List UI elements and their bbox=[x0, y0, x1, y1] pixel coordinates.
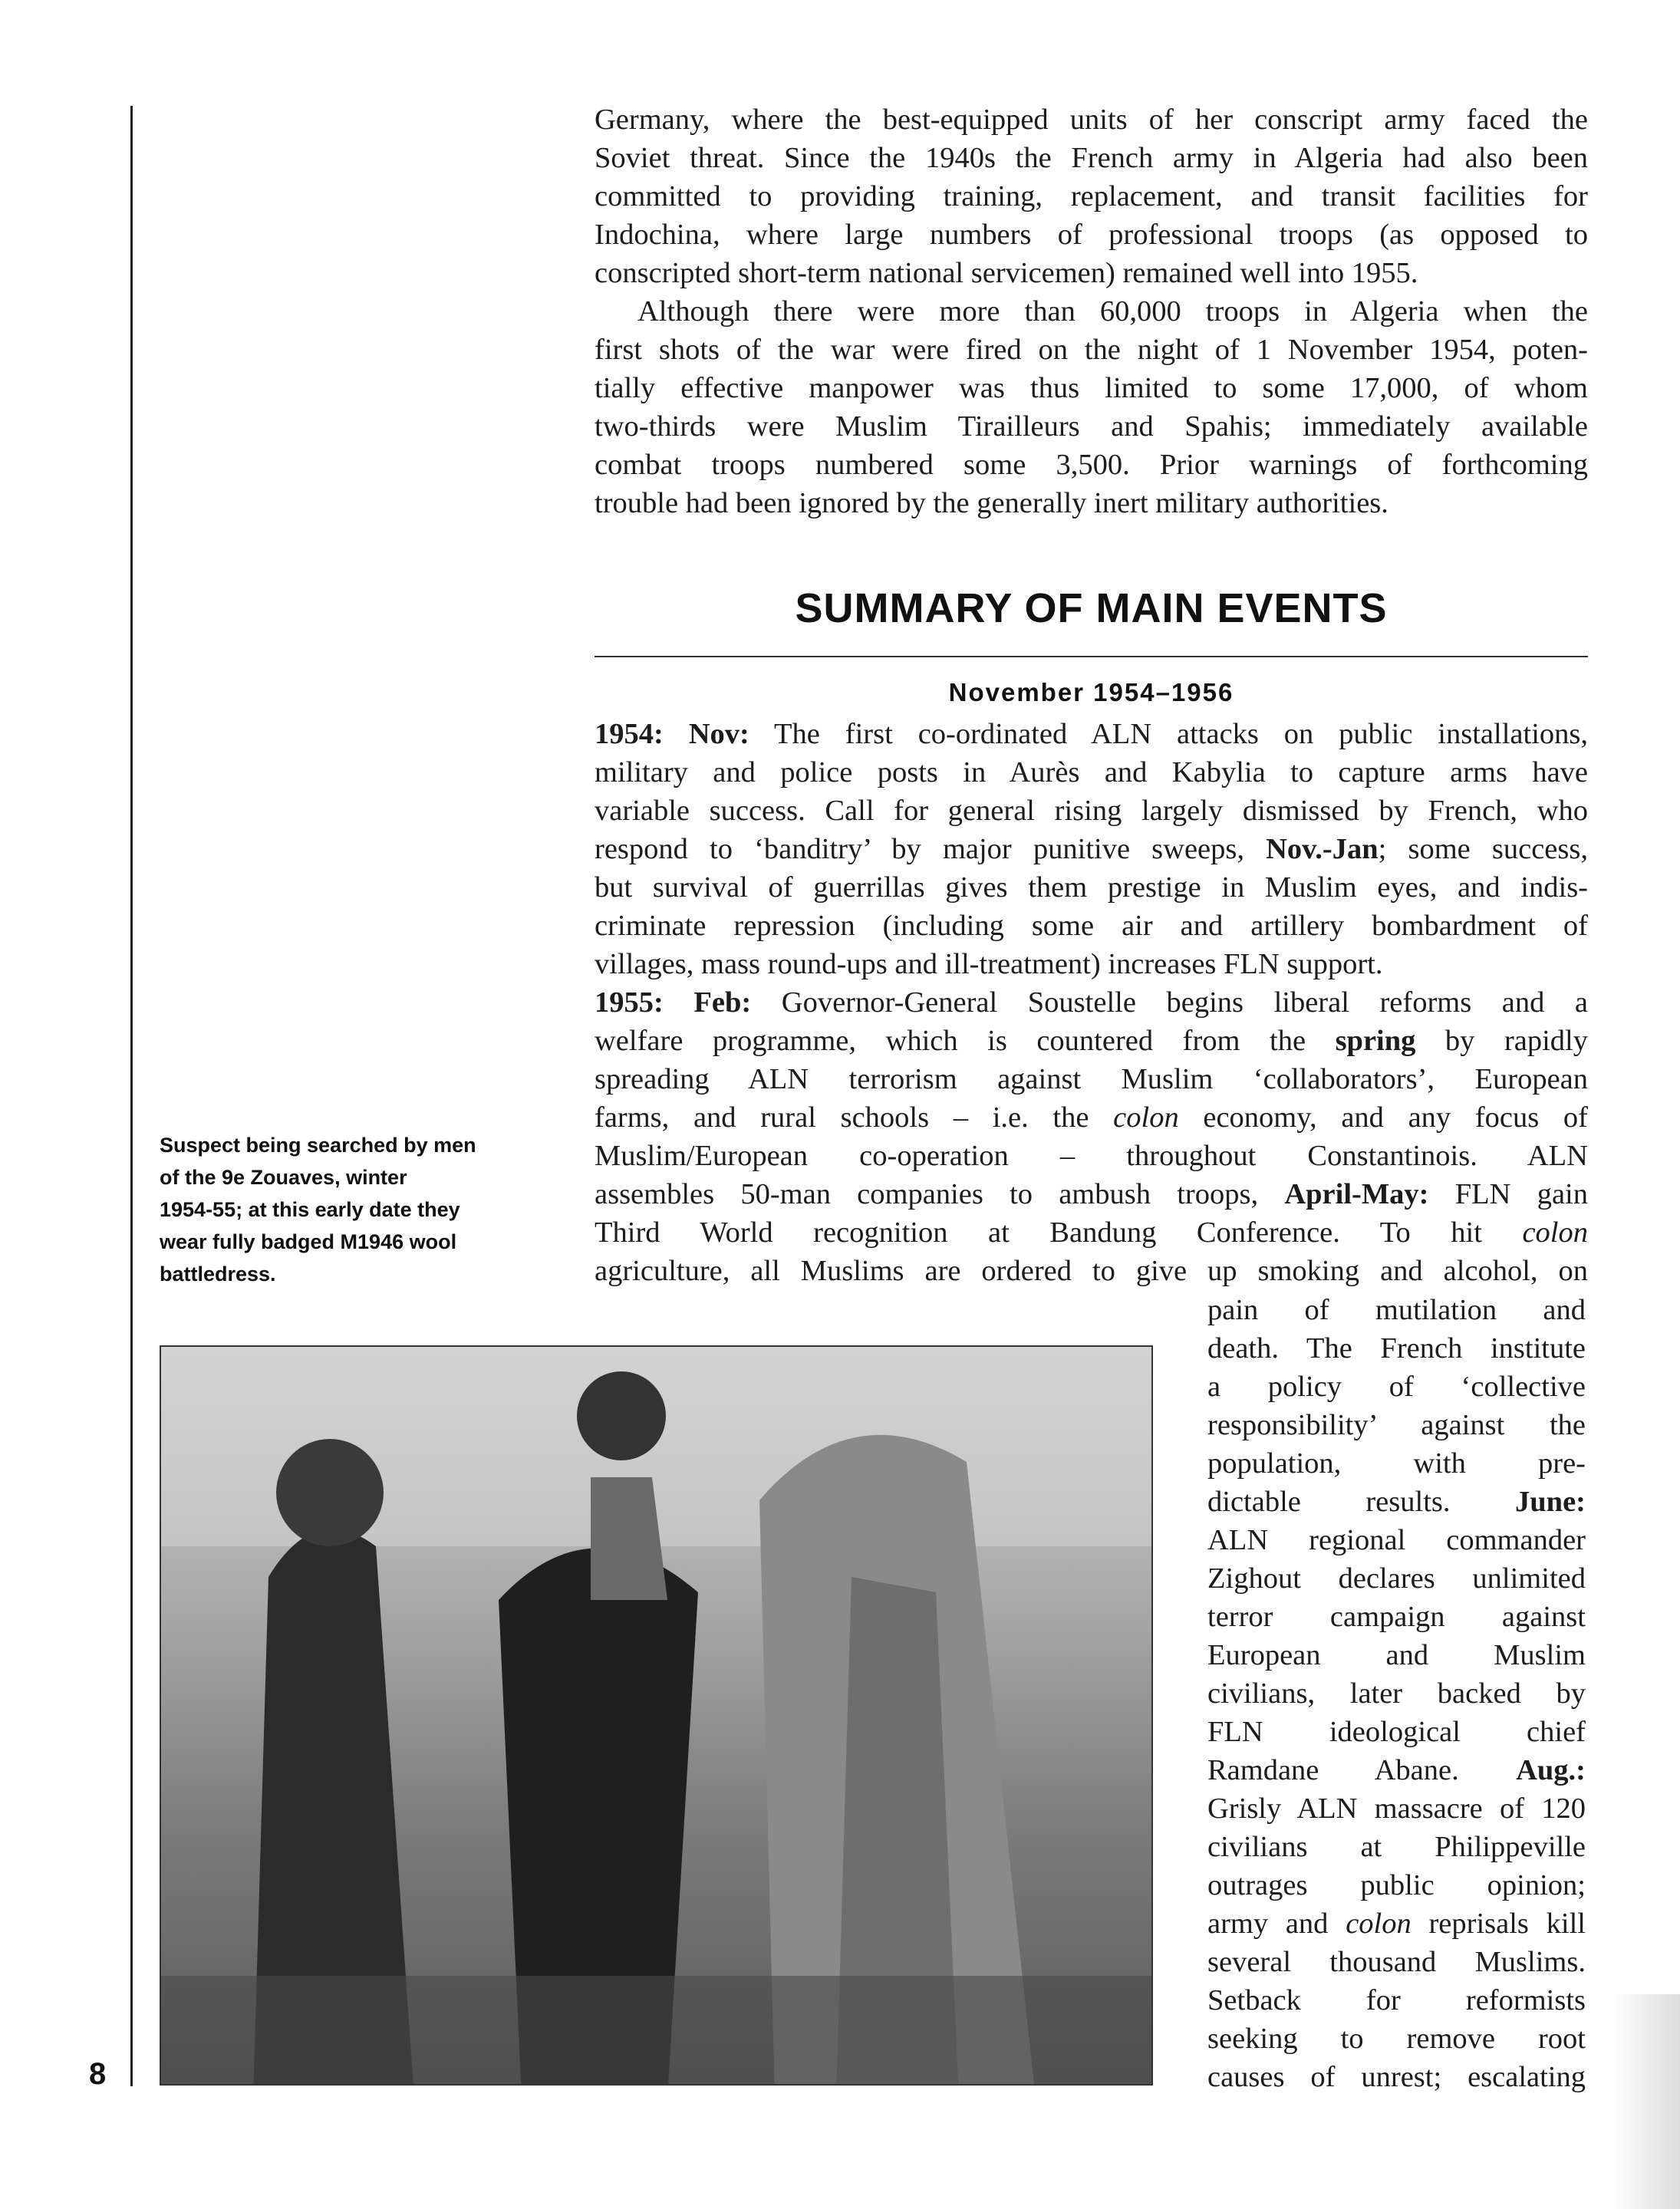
text-run: civilians, later backed by bbox=[1207, 1677, 1586, 1710]
text-line bbox=[595, 753, 1588, 792]
text-run: dictable results. bbox=[1207, 1486, 1516, 1518]
text-line bbox=[1207, 1904, 1586, 1943]
text-run: two-thirds were Muslim Tirailleurs and Spahis; immediately available bbox=[595, 410, 1588, 443]
text-line bbox=[595, 446, 1588, 484]
photo-image bbox=[161, 1347, 1153, 2086]
text-run: Ramdane Abane. bbox=[1207, 1754, 1517, 1786]
text-line bbox=[595, 216, 1588, 254]
text-run: Indochina, where large numbers of professional troops (as opposed to bbox=[595, 219, 1588, 251]
text-run: committed to providing training, replacement, and transit facilities for bbox=[595, 180, 1588, 212]
text-line bbox=[595, 1252, 1588, 1290]
text-run: civilians at Philippeville bbox=[1207, 1831, 1586, 1863]
bold-date: 1954: Nov: bbox=[595, 718, 749, 750]
text-run: ALN regional commander bbox=[1207, 1524, 1586, 1556]
text-line bbox=[595, 484, 1588, 522]
text-run: first shots of the war were fired on the night of 1 November 1954, poten- bbox=[595, 334, 1588, 366]
page-edge-shadow bbox=[1611, 1994, 1680, 2209]
text-line bbox=[1207, 1368, 1586, 1406]
text-line bbox=[1207, 1483, 1586, 1521]
bold-date: 1955: Feb: bbox=[595, 986, 752, 1019]
text-line bbox=[595, 1098, 1588, 1137]
text-line bbox=[1207, 1636, 1586, 1674]
text-run: army and bbox=[1207, 1908, 1346, 1940]
text-line bbox=[1207, 1751, 1586, 1789]
text-run: outrages public opinion; bbox=[1207, 1869, 1586, 1901]
text-run: responsibility’ against the bbox=[1207, 1409, 1586, 1441]
text-line bbox=[595, 830, 1588, 868]
text-run: Zighout declares unlimited bbox=[1207, 1562, 1586, 1595]
text-line bbox=[1207, 2058, 1586, 2096]
text-line bbox=[1207, 1789, 1586, 1828]
text-run: farms, and rural schools – i.e. the bbox=[595, 1101, 1114, 1134]
text-line bbox=[595, 1213, 1588, 1252]
text-run: economy, and any focus of bbox=[1178, 1101, 1589, 1134]
text-run: seeking to remove root bbox=[1207, 2023, 1586, 2055]
italic-term: colon bbox=[1346, 1908, 1412, 1940]
text-run: pain of mutilation and bbox=[1207, 1294, 1586, 1326]
text-line bbox=[595, 369, 1588, 407]
text-run: ; some success, bbox=[1378, 833, 1588, 865]
text-run: European and Muslim bbox=[1207, 1639, 1586, 1671]
text-run: Muslim/European co-operation – throughout Constantinois. ALN bbox=[595, 1140, 1588, 1172]
text-line bbox=[595, 945, 1588, 983]
text-line bbox=[1207, 1444, 1586, 1483]
text-run: causes of unrest; escalating bbox=[1207, 2061, 1586, 2093]
bold-date: April-May: bbox=[1284, 1178, 1429, 1210]
photo-suspect-searched bbox=[160, 1345, 1153, 2086]
text-line bbox=[595, 1022, 1588, 1060]
text-line bbox=[1207, 1329, 1586, 1368]
text-line bbox=[1207, 1713, 1586, 1751]
text-run: villages, mass round-ups and ill-treatment) increases FLN support. bbox=[595, 948, 1383, 980]
text-run: a policy of ‘collective bbox=[1207, 1371, 1586, 1403]
text-line bbox=[1207, 1598, 1586, 1636]
text-run: criminate repression (including some air and artillery bombardment of bbox=[595, 910, 1588, 942]
text-line bbox=[595, 1060, 1588, 1098]
text-line bbox=[595, 100, 1588, 139]
text-run: by rapidly bbox=[1415, 1025, 1588, 1057]
text-run: Although there were more than 60,000 troops in Algeria when the bbox=[637, 295, 1588, 328]
text-run: respond to ‘banditry’ by major punitive sweeps, bbox=[595, 833, 1267, 865]
intro-text bbox=[595, 100, 1588, 522]
text-run: agriculture, all Muslims are ordered to give up smoking and alcohol, on bbox=[595, 1255, 1588, 1287]
text-line bbox=[595, 1137, 1588, 1175]
bold-date: Aug.: bbox=[1516, 1754, 1586, 1786]
text-run: population, with pre- bbox=[1207, 1447, 1586, 1480]
events-text-narrow bbox=[1207, 1291, 1586, 2096]
text-run: Third World recognition at Bandung Conference. To hit bbox=[595, 1216, 1523, 1249]
text-line bbox=[1207, 1866, 1586, 1904]
text-line bbox=[1207, 1406, 1586, 1444]
text-line bbox=[595, 1175, 1588, 1213]
text-line bbox=[595, 331, 1588, 369]
text-run: combat troops numbered some 3,500. Prior warnings of forthcoming bbox=[595, 449, 1588, 481]
text-line bbox=[1207, 1291, 1586, 1329]
caption-line: wear fully badged M1946 wool bbox=[160, 1230, 457, 1253]
subheading: November 1954–1956 bbox=[948, 678, 1234, 706]
italic-term: colon bbox=[1522, 1216, 1588, 1249]
text-line bbox=[1207, 1521, 1586, 1559]
text-run: several thousand Muslims. bbox=[1207, 1946, 1586, 1978]
page-number: 8 bbox=[89, 2057, 107, 2091]
text-run: FLN gain bbox=[1428, 1178, 1588, 1210]
text-run: trouble had been ignored by the generally inert military authorities. bbox=[595, 487, 1388, 519]
text-line bbox=[595, 715, 1588, 753]
text-line bbox=[595, 139, 1588, 177]
text-run: military and police posts in Aurès and Kabylia to capture arms have bbox=[595, 756, 1588, 788]
text-line bbox=[595, 177, 1588, 216]
text-line bbox=[595, 868, 1588, 907]
photo-caption bbox=[160, 1129, 528, 1290]
text-line bbox=[595, 292, 1588, 331]
text-run: variable success. Call for general rising largely dismissed by French, who bbox=[595, 795, 1588, 827]
heading-rule bbox=[595, 656, 1588, 657]
bold-date: June: bbox=[1515, 1486, 1586, 1518]
text-run: Setback for reformists bbox=[1207, 1984, 1586, 2016]
text-line bbox=[1207, 1674, 1586, 1713]
text-run: Germany, where the best-equipped units of her conscript army faced the bbox=[595, 104, 1588, 136]
bold-date: Nov.-Jan bbox=[1266, 833, 1379, 865]
text-line bbox=[595, 407, 1588, 446]
text-line bbox=[595, 254, 1588, 292]
caption-line: of the 9e Zouaves, winter bbox=[160, 1166, 407, 1189]
events-text-wide bbox=[595, 715, 1588, 1290]
text-line bbox=[1207, 1943, 1586, 1981]
text-line bbox=[595, 983, 1588, 1022]
text-run: assembles 50-man companies to ambush troops, bbox=[595, 1178, 1285, 1210]
text-line bbox=[1207, 1559, 1586, 1598]
text-run: but survival of guerrillas gives them prestige in Muslim eyes, and indis- bbox=[595, 871, 1588, 904]
caption-line: battledress. bbox=[160, 1263, 276, 1286]
text-run: conscripted short-term national servicemen) remained well into 1955. bbox=[595, 257, 1418, 289]
text-line bbox=[1207, 2020, 1586, 2058]
text-line bbox=[1207, 1828, 1586, 1866]
margin-rule bbox=[130, 106, 133, 2086]
text-run: tially effective manpower was thus limited to some 17,000, of whom bbox=[595, 372, 1588, 404]
text-run: Grisly ALN massacre of 120 bbox=[1207, 1793, 1586, 1825]
caption-line: 1954-55; at this early date they bbox=[160, 1198, 460, 1221]
text-run: FLN ideological chief bbox=[1207, 1716, 1586, 1748]
text-line bbox=[595, 792, 1588, 830]
text-run: The first co-ordinated ALN attacks on public installations, bbox=[749, 718, 1588, 750]
text-run: welfare programme, which is countered from the bbox=[595, 1025, 1336, 1057]
italic-term: colon bbox=[1113, 1101, 1179, 1134]
text-run: reprisals kill bbox=[1411, 1908, 1586, 1940]
section-heading: SUMMARY OF MAIN EVENTS bbox=[795, 585, 1388, 631]
text-line bbox=[1207, 1981, 1586, 2020]
text-run: spreading ALN terrorism against Muslim ‘collaborators’, European bbox=[595, 1063, 1588, 1095]
text-run: terror campaign against bbox=[1207, 1601, 1586, 1633]
text-run: Governor-General Soustelle begins liberal reforms and a bbox=[751, 986, 1588, 1019]
text-line bbox=[595, 907, 1588, 945]
caption-line: Suspect being searched by men bbox=[160, 1134, 476, 1157]
text-run: Soviet threat. Since the 1940s the French army in Algeria had also been bbox=[595, 142, 1588, 174]
text-run: death. The French institute bbox=[1207, 1332, 1586, 1365]
bold-date: spring bbox=[1335, 1025, 1416, 1057]
